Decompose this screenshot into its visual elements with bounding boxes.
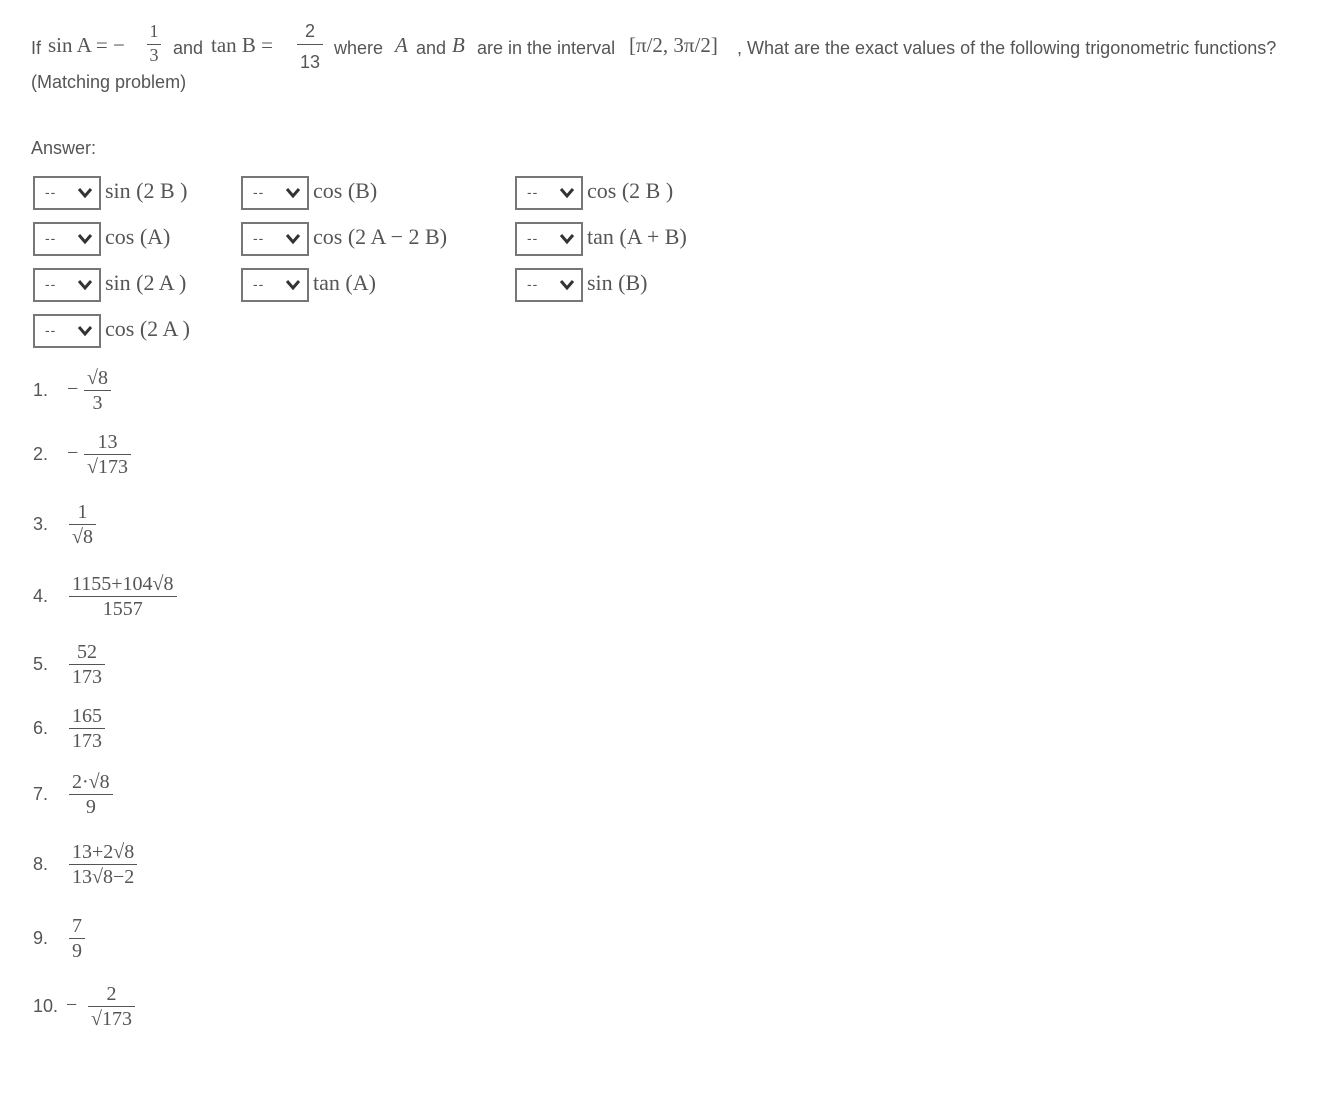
- question-interval-text: are in the interval: [477, 38, 616, 58]
- option-fraction: [69, 704, 105, 753]
- match-label-1: sin (2 B ): [105, 178, 188, 203]
- option-numerator: 165: [72, 705, 102, 727]
- option-number: 3.: [33, 514, 49, 534]
- option-denominator: 9: [69, 938, 85, 963]
- option-fraction: [88, 982, 135, 1031]
- question-tanB: tan B =: [211, 33, 274, 57]
- question-sinA-den: 3: [149, 45, 159, 65]
- match-label-9: tan (A + B): [587, 224, 687, 249]
- question-tanB-num: 2: [304, 21, 315, 41]
- match-select-5[interactable]: [241, 176, 309, 210]
- question-sinA: sin A = −: [48, 33, 125, 57]
- question-var-A: A: [395, 33, 408, 57]
- question-and: and: [173, 38, 204, 58]
- chevron-down-icon: [77, 279, 93, 291]
- chevron-down-icon: [77, 233, 93, 245]
- option-denominator: √173: [88, 1006, 135, 1031]
- option-numerator: 2: [106, 983, 117, 1005]
- option-number: 7.: [33, 784, 49, 804]
- option-numerator: 52: [77, 641, 97, 663]
- option-number: 4.: [33, 586, 49, 606]
- match-label-7: tan (A): [313, 270, 376, 295]
- option-fraction: [69, 914, 85, 963]
- match-select-2[interactable]: [33, 222, 101, 256]
- match-label-5: cos (B): [313, 178, 378, 203]
- match-label-10: sin (B): [587, 270, 648, 295]
- match-label-2: cos (A): [105, 224, 171, 249]
- question-subtitle: (Matching problem): [31, 72, 187, 92]
- question-where: where: [334, 38, 384, 58]
- select-placeholder: --: [45, 184, 57, 200]
- select-placeholder: --: [45, 322, 57, 338]
- option-denominator: √173: [84, 454, 131, 479]
- option-number: 1.: [33, 380, 49, 400]
- option-numerator: 1155+104√8: [72, 573, 174, 595]
- option-number: 8.: [33, 854, 49, 874]
- match-select-3[interactable]: [33, 268, 101, 302]
- match-select-8[interactable]: [515, 176, 583, 210]
- option-number: 5.: [33, 654, 49, 674]
- option-number: 10.: [33, 996, 59, 1016]
- chevron-down-icon: [77, 187, 93, 199]
- chevron-down-icon: [285, 279, 301, 291]
- option-numerator: 13+2√8: [72, 841, 135, 863]
- option-fraction: [84, 366, 111, 415]
- option-sign: −: [66, 994, 78, 1016]
- option-numerator: 2·√8: [72, 771, 110, 793]
- option-numerator: 13: [97, 431, 118, 453]
- select-placeholder: --: [45, 276, 57, 292]
- question-and2: and: [416, 38, 447, 58]
- option-fraction: [69, 770, 113, 819]
- match-select-6[interactable]: [241, 222, 309, 256]
- chevron-down-icon: [559, 279, 575, 291]
- option-fraction: [84, 430, 131, 479]
- option-number: 6.: [33, 718, 49, 738]
- select-placeholder: --: [527, 184, 539, 200]
- select-placeholder: --: [253, 230, 265, 246]
- question-tanB-bar: [297, 44, 323, 45]
- match-label-3: sin (2 A ): [105, 270, 187, 295]
- match-label-4: cos (2 A ): [105, 316, 190, 341]
- option-number: 2.: [33, 444, 49, 464]
- select-placeholder: --: [527, 230, 539, 246]
- chevron-down-icon: [285, 233, 301, 245]
- select-placeholder: --: [527, 276, 539, 292]
- option-denominator: 13√8−2: [69, 864, 137, 889]
- chevron-down-icon: [285, 187, 301, 199]
- option-numerator: √8: [87, 367, 108, 389]
- option-denominator: 9: [69, 794, 113, 819]
- select-placeholder: --: [253, 184, 265, 200]
- option-denominator: 173: [69, 728, 105, 753]
- match-select-1[interactable]: [33, 176, 101, 210]
- select-placeholder: --: [45, 230, 57, 246]
- question-sinA-num: 1: [149, 21, 159, 41]
- match-label-6: cos (2 A − 2 B): [313, 224, 448, 249]
- question-tail: , What are the exact values of the following trigonometric functions?: [737, 38, 1277, 58]
- option-sign: −: [67, 442, 79, 464]
- question-if: If: [31, 38, 42, 58]
- option-numerator: 7: [72, 915, 82, 937]
- answer-label: Answer:: [31, 138, 97, 158]
- question-tanB-den: 13: [299, 52, 321, 72]
- chevron-down-icon: [77, 325, 93, 337]
- option-denominator: √8: [69, 524, 96, 549]
- option-number: 9.: [33, 928, 49, 948]
- option-sign: −: [67, 378, 79, 400]
- chevron-down-icon: [559, 187, 575, 199]
- select-placeholder: --: [253, 276, 265, 292]
- option-denominator: 3: [84, 390, 111, 415]
- option-fraction: [69, 572, 177, 621]
- question-interval: [π/2, 3π/2]: [629, 33, 718, 57]
- match-select-9[interactable]: [515, 222, 583, 256]
- match-select-4[interactable]: [33, 314, 101, 348]
- match-select-7[interactable]: [241, 268, 309, 302]
- option-numerator: 1: [77, 501, 88, 523]
- match-select-10[interactable]: [515, 268, 583, 302]
- option-fraction: [69, 840, 137, 889]
- question-var-B: B: [452, 33, 465, 57]
- option-fraction: [69, 640, 105, 689]
- option-denominator: 1557: [69, 596, 177, 621]
- chevron-down-icon: [559, 233, 575, 245]
- option-denominator: 173: [69, 664, 105, 689]
- option-fraction: [69, 500, 96, 549]
- match-label-8: cos (2 B ): [587, 178, 674, 203]
